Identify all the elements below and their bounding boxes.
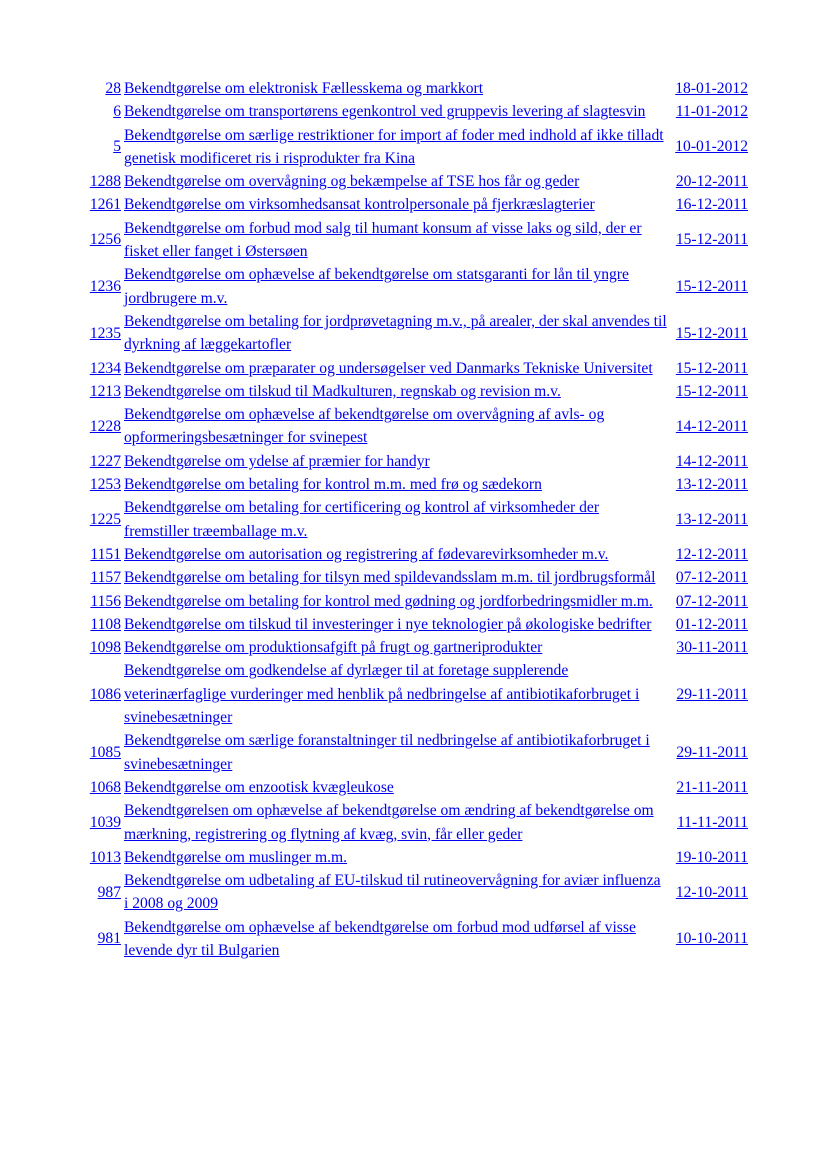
- regulation-title-cell: [124, 846, 667, 869]
- regulation-date-cell: [667, 776, 748, 799]
- regulation-date-link[interactable]: 20-12-2011: [675, 173, 748, 191]
- regulation-number-cell: [76, 193, 124, 216]
- regulation-date-cell: [667, 124, 748, 171]
- regulation-date-cell: [667, 846, 748, 869]
- regulation-title-cell: [124, 776, 667, 799]
- regulation-title-link[interactable]: Bekendtgørelse om ophævelse af bekendtgørelse om statsgaranti for lån til yngre jordbrugere m.v.: [124, 266, 629, 307]
- regulation-title-link[interactable]: Bekendtgørelse om ydelse af præmier for handyr: [124, 452, 430, 470]
- regulation-title-cell: [124, 543, 667, 566]
- regulation-date-cell: [667, 310, 748, 357]
- regulation-title-link[interactable]: Bekendtgørelsen om ophævelse af bekendtgørelse om ændring af bekendtgørelse om mærkning, registrering og flytning af kvæg, svin, får eller geder: [124, 802, 654, 843]
- regulation-number-cell: [76, 124, 124, 171]
- regulation-date-link[interactable]: 19-10-2011: [675, 848, 748, 866]
- regulation-date-cell: [667, 450, 748, 473]
- regulation-title-link[interactable]: Bekendtgørelse om muslinger m.m.: [124, 848, 348, 866]
- regulation-title-cell: [124, 729, 667, 776]
- regulation-number-link[interactable]: 1256: [89, 231, 121, 249]
- regulation-title-cell: [124, 916, 667, 963]
- regulation-number-cell: [76, 566, 124, 589]
- regulation-title-cell: [124, 357, 667, 380]
- regulation-date-link[interactable]: 15-12-2011: [675, 278, 748, 296]
- regulation-row: [76, 310, 748, 357]
- regulation-number-cell: [76, 729, 124, 776]
- regulation-title-link[interactable]: Bekendtgørelse om betaling for jordprøvetagning m.v., på arealer, der skal anvendes til dyrkning af læggekartofler: [124, 312, 667, 354]
- regulation-number-link[interactable]: 1068: [89, 778, 121, 796]
- regulation-number-link[interactable]: 5: [113, 138, 121, 156]
- regulation-title-link[interactable]: Bekendtgørelse om betaling for certificering og kontrol af virksomheder der fremstiller træemballage m.v.: [124, 499, 600, 540]
- regulation-date-cell: [667, 543, 748, 566]
- regulation-number-cell: [76, 310, 124, 357]
- regulation-date-link[interactable]: 21-11-2011: [676, 778, 748, 796]
- regulation-title-cell: [124, 473, 667, 496]
- regulations-table-body: [76, 77, 748, 962]
- regulation-number-link[interactable]: 1261: [89, 196, 121, 214]
- regulation-date-cell: [667, 193, 748, 216]
- regulation-title-cell: [124, 100, 667, 123]
- regulation-date-cell: [667, 799, 748, 846]
- regulation-date-link[interactable]: 15-12-2011: [675, 359, 748, 377]
- regulation-number-cell: [76, 357, 124, 380]
- regulation-row: [76, 729, 748, 776]
- regulation-number-link[interactable]: 1098: [89, 639, 121, 657]
- regulation-row: [76, 193, 748, 216]
- regulation-row: [76, 846, 748, 869]
- regulation-number-link[interactable]: 1157: [90, 569, 121, 587]
- regulation-title-link[interactable]: Bekendtgørelse om tilskud til Madkulturen, regnskab og revision m.v.: [124, 382, 561, 400]
- regulation-title-link[interactable]: Bekendtgørelse om særlige foranstaltninger til nedbringelse af antibiotikaforbruget i svinebesætninger: [124, 732, 650, 773]
- regulation-title-cell: [124, 590, 667, 613]
- regulation-date-cell: [667, 869, 748, 916]
- regulation-number-cell: [76, 403, 124, 450]
- regulation-date-link[interactable]: 15-12-2011: [675, 382, 748, 400]
- regulation-number-link[interactable]: 1228: [89, 417, 121, 435]
- regulation-title-link[interactable]: Bekendtgørelse om autorisation og registrering af fødevarevirksomheder m.v.: [124, 545, 609, 563]
- regulation-number-link[interactable]: 1013: [89, 848, 121, 866]
- regulation-row: [76, 357, 748, 380]
- regulation-number-cell: [76, 776, 124, 799]
- regulation-number-link[interactable]: 987: [97, 883, 121, 901]
- regulation-row: [76, 916, 748, 963]
- regulation-date-link[interactable]: 15-12-2011: [675, 231, 748, 249]
- regulation-number-link[interactable]: 1039: [89, 813, 121, 831]
- regulation-date-cell: [667, 100, 748, 123]
- regulation-row: [76, 100, 748, 123]
- regulation-title-link[interactable]: Bekendtgørelse om produktionsafgift på frugt og gartneriprodukter: [124, 639, 543, 657]
- regulation-title-cell: [124, 799, 667, 846]
- regulation-date-cell: [667, 403, 748, 450]
- regulation-title-cell: [124, 310, 667, 357]
- regulation-title-cell: [124, 636, 667, 659]
- regulation-date-cell: [667, 77, 748, 100]
- regulation-row: [76, 124, 748, 171]
- regulation-date-link[interactable]: 01-12-2011: [675, 615, 748, 633]
- regulation-title-link[interactable]: Bekendtgørelse om godkendelse af dyrlæger til at foretage supplerende veterinærfaglige vurderinger med henblik på nedbringelse af antibiotikaforbruget i svinebesætninger: [124, 662, 640, 727]
- regulation-date-link[interactable]: 13-12-2011: [675, 476, 748, 494]
- regulation-number-cell: [76, 916, 124, 963]
- regulation-date-link[interactable]: 30-11-2011: [676, 639, 748, 657]
- regulation-title-link[interactable]: Bekendtgørelse om betaling for kontrol m.m. med frø og sædekorn: [124, 476, 542, 494]
- regulation-title-cell: [124, 496, 667, 543]
- regulation-number-cell: [76, 100, 124, 123]
- regulation-date-cell: [667, 659, 748, 729]
- regulation-date-cell: [667, 729, 748, 776]
- regulation-number-cell: [76, 217, 124, 264]
- regulation-number-cell: [76, 636, 124, 659]
- regulation-number-link[interactable]: 1085: [89, 743, 121, 761]
- regulation-row: [76, 566, 748, 589]
- regulation-title-link[interactable]: Bekendtgørelse om overvågning og bekæmpelse af TSE hos får og geder: [124, 173, 580, 191]
- regulation-number-cell: [76, 799, 124, 846]
- regulation-title-cell: [124, 263, 667, 310]
- regulation-date-cell: [667, 170, 748, 193]
- regulation-row: [76, 403, 748, 450]
- regulation-title-link[interactable]: Bekendtgørelse om forbud mod salg til humant konsum af visse laks og sild, der er fisket eller fanget i Østersøen: [124, 219, 642, 261]
- regulation-date-cell: [667, 566, 748, 589]
- regulation-row: [76, 473, 748, 496]
- regulation-number-link[interactable]: 1227: [89, 452, 121, 470]
- regulation-number-cell: [76, 473, 124, 496]
- regulation-number-link[interactable]: 1253: [89, 476, 121, 494]
- regulation-number-link[interactable]: 1234: [89, 359, 121, 377]
- regulation-number-link[interactable]: 1225: [89, 510, 121, 528]
- regulation-row: [76, 543, 748, 566]
- regulation-title-link[interactable]: Bekendtgørelse om præparater og undersøgelser ved Danmarks Tekniske Universitet: [124, 359, 653, 377]
- regulation-title-link[interactable]: Bekendtgørelse om betaling for kontrol med gødning og jordforbedringsmidler m.m.: [124, 592, 653, 610]
- regulation-title-cell: [124, 380, 667, 403]
- regulation-date-cell: [667, 916, 748, 963]
- regulation-number-cell: [76, 543, 124, 566]
- regulation-title-link[interactable]: Bekendtgørelse om ophævelse af bekendtgørelse om forbud mod udførsel af visse levende dyr til Bulgarien: [124, 918, 636, 959]
- regulation-title-cell: [124, 566, 667, 589]
- regulation-date-link[interactable]: 29-11-2011: [676, 743, 748, 761]
- regulation-date-cell: [667, 636, 748, 659]
- regulation-row: [76, 77, 748, 100]
- regulation-number-cell: [76, 263, 124, 310]
- regulation-row: [76, 170, 748, 193]
- regulation-date-cell: [667, 263, 748, 310]
- regulation-number-cell: [76, 496, 124, 543]
- regulation-title-link[interactable]: Bekendtgørelse om tilskud til investeringer i nye teknologier på økologiske bedrifter: [124, 615, 652, 633]
- regulation-number-cell: [76, 659, 124, 729]
- regulation-title-cell: [124, 403, 667, 450]
- regulation-number-link[interactable]: 1213: [89, 382, 121, 400]
- regulation-date-link[interactable]: 16-12-2011: [675, 196, 748, 214]
- regulation-date-cell: [667, 473, 748, 496]
- regulation-number-link[interactable]: 1156: [90, 592, 121, 610]
- regulation-title-cell: [124, 77, 667, 100]
- regulation-date-link[interactable]: 11-11-2011: [676, 813, 748, 831]
- regulation-date-link[interactable]: 15-12-2011: [675, 324, 748, 342]
- regulation-number-link[interactable]: 1108: [90, 615, 121, 633]
- regulation-number-cell: [76, 170, 124, 193]
- regulation-number-link[interactable]: 1235: [89, 324, 121, 342]
- regulation-row: [76, 799, 748, 846]
- regulation-title-link[interactable]: Bekendtgørelse om betaling for tilsyn med spildevandsslam m.m. til jordbrugsformål: [124, 569, 656, 587]
- regulation-number-cell: [76, 450, 124, 473]
- regulation-title-link[interactable]: Bekendtgørelse om virksomhedsansat kontrolpersonale på fjerkræslagterier: [124, 196, 595, 214]
- regulation-date-link[interactable]: 07-12-2011: [675, 592, 748, 610]
- regulation-date-link[interactable]: 14-12-2011: [675, 417, 748, 435]
- regulation-date-cell: [667, 357, 748, 380]
- regulation-title-link[interactable]: Bekendtgørelse om enzootisk kvægleukose: [124, 778, 394, 796]
- regulation-number-cell: [76, 613, 124, 636]
- regulation-date-link[interactable]: 11-01-2012: [675, 103, 748, 121]
- regulation-number-link[interactable]: 1086: [89, 685, 121, 703]
- regulation-row: [76, 590, 748, 613]
- regulation-row: [76, 380, 748, 403]
- regulation-title-cell: [124, 217, 667, 264]
- regulation-row: [76, 776, 748, 799]
- regulation-number-link[interactable]: 1288: [89, 173, 121, 191]
- regulation-title-cell: [124, 613, 667, 636]
- regulation-row: [76, 217, 748, 264]
- regulation-date-link[interactable]: 12-12-2011: [675, 545, 748, 563]
- regulation-date-link[interactable]: 10-10-2011: [675, 930, 748, 948]
- regulation-row: [76, 496, 748, 543]
- regulation-title-cell: [124, 170, 667, 193]
- regulation-date-cell: [667, 380, 748, 403]
- regulation-number-link[interactable]: 6: [113, 103, 121, 121]
- regulation-title-cell: [124, 869, 667, 916]
- regulation-number-link[interactable]: 1151: [90, 545, 121, 563]
- regulation-title-link[interactable]: Bekendtgørelse om transportørens egenkontrol ved gruppevis levering af slagtesvin: [124, 103, 646, 121]
- regulation-date-cell: [667, 217, 748, 264]
- regulation-number-link[interactable]: 28: [105, 80, 121, 97]
- regulation-date-link[interactable]: 14-12-2011: [675, 452, 748, 470]
- regulation-title-link[interactable]: Bekendtgørelse om elektronisk Fællesskema og markkort: [124, 80, 484, 97]
- regulation-number-cell: [76, 380, 124, 403]
- regulation-number-link[interactable]: 1236: [89, 278, 121, 296]
- regulation-number-cell: [76, 77, 124, 100]
- regulation-number-cell: [76, 846, 124, 869]
- regulation-title-cell: [124, 659, 667, 729]
- regulation-title-cell: [124, 450, 667, 473]
- regulation-title-cell: [124, 193, 667, 216]
- regulation-date-cell: [667, 590, 748, 613]
- regulations-table: [76, 77, 748, 962]
- regulation-title-cell: [124, 124, 667, 171]
- regulation-date-link[interactable]: 07-12-2011: [675, 569, 748, 587]
- regulation-title-link[interactable]: Bekendtgørelse om udbetaling af EU-tilskud til rutineovervågning for aviær influenza i 2008 og 2009: [124, 872, 661, 913]
- regulation-row: [76, 613, 748, 636]
- regulation-date-link[interactable]: 13-12-2011: [675, 510, 748, 528]
- regulation-date-link[interactable]: 18-01-2012: [675, 80, 748, 97]
- regulation-row: [76, 636, 748, 659]
- regulation-date-link[interactable]: 29-11-2011: [676, 685, 748, 703]
- regulation-number-cell: [76, 590, 124, 613]
- regulation-row: [76, 263, 748, 310]
- regulation-date-cell: [667, 496, 748, 543]
- regulation-date-link[interactable]: 12-10-2011: [675, 883, 748, 901]
- regulation-number-cell: [76, 869, 124, 916]
- regulation-row: [76, 659, 748, 729]
- regulation-title-link[interactable]: Bekendtgørelse om ophævelse af bekendtgørelse om overvågning af avls- og opformeringsbesætninger for svinepest: [124, 406, 605, 447]
- regulation-row: [76, 869, 748, 916]
- regulation-date-link[interactable]: 10-01-2012: [675, 138, 748, 156]
- regulation-number-link[interactable]: 981: [97, 930, 121, 948]
- regulation-title-link[interactable]: Bekendtgørelse om særlige restriktioner for import af foder med indhold af ikke tilladt genetisk modificeret ris i risprodukter fra Kina: [124, 126, 664, 167]
- regulation-row: [76, 450, 748, 473]
- regulation-date-cell: [667, 613, 748, 636]
